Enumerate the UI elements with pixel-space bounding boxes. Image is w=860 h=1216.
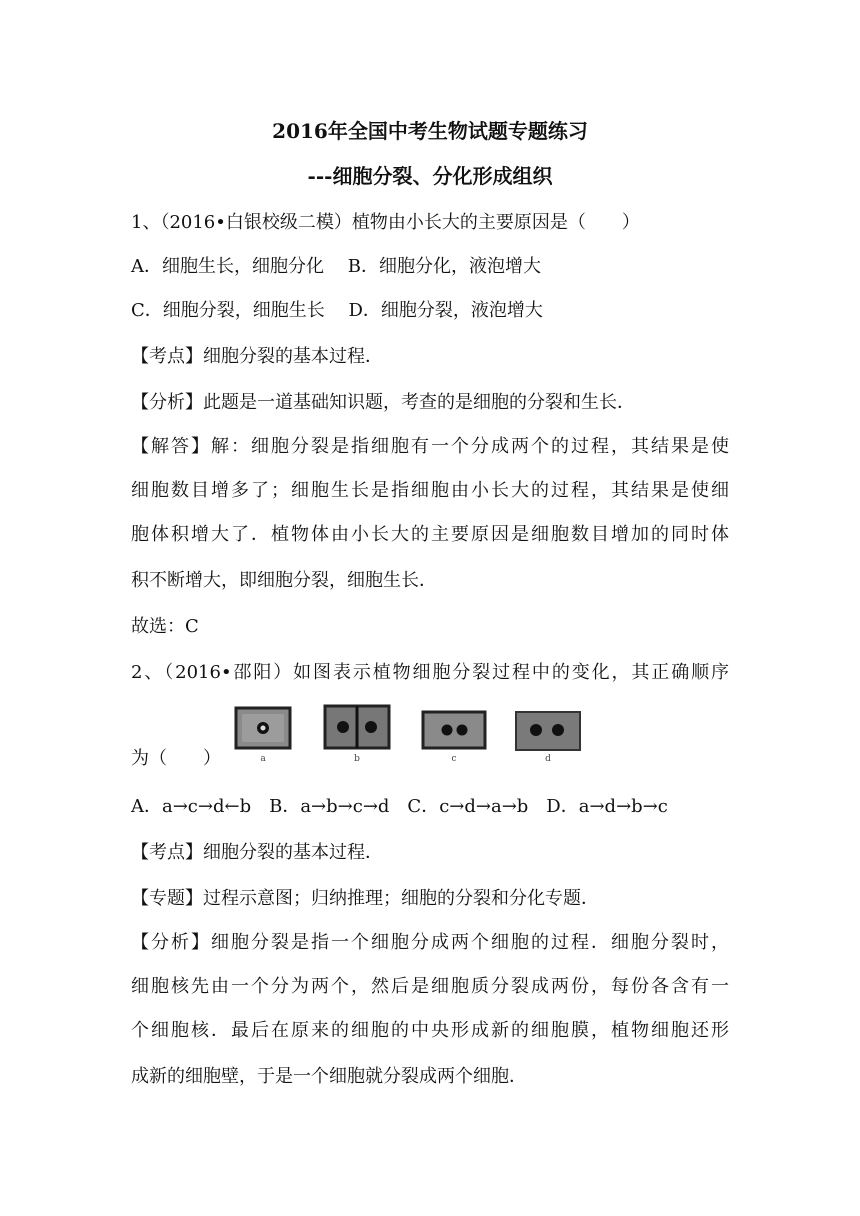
q2-fenxi-line: 细胞核先由一个分为两个，然后是细胞质分裂成两份，每份各含有一 [131, 976, 729, 997]
q1-options-ab: A．细胞生长，细胞分化 B．细胞分化，液泡增大 [131, 256, 541, 277]
cell-division-illustration [230, 702, 590, 764]
q2-options: A．a→c→d←b B．a→b→c→d C．c→d→a→b D．a→d→b→c [131, 796, 668, 817]
page-subtitle: ---细胞分裂、分化形成组织 [307, 164, 553, 188]
q2-kaodian: 【考点】细胞分裂的基本过程． [131, 842, 383, 863]
page-title: 2016年全国中考生物试题专题练习 [272, 119, 588, 143]
q2-zhuanti: 【专题】过程示意图；归纳推理；细胞的分裂和分化专题． [131, 888, 599, 909]
q1-jieda-line: 积不断增大，即细胞分裂，细胞生长． [131, 570, 437, 591]
figure-label-a: a [260, 754, 266, 764]
q1-kaodian: 【考点】细胞分裂的基本过程． [131, 346, 383, 367]
q1-options-cd: C．细胞分裂，细胞生长 D．细胞分裂，液泡增大 [131, 300, 543, 321]
q1-jieda-line: 细胞数目增多了；细胞生长是指细胞由小长大的过程，其结果是使细 [131, 480, 729, 501]
q2-fenxi-line: 成新的细胞壁，于是一个细胞就分裂成两个细胞． [131, 1066, 527, 1087]
q1-jieda-line: 胞体积增大了．植物体由小长大的主要原因是细胞数目增加的同时体 [131, 524, 729, 545]
q2-stem-end: 为（ ） [131, 748, 221, 769]
q2-fenxi-line: 【分析】细胞分裂是指一个细胞分成两个细胞的过程．细胞分裂时， [131, 932, 729, 953]
figure-label-b: b [354, 754, 360, 764]
q1-fenxi: 【分析】此题是一道基础知识题，考查的是细胞的分裂和生长． [131, 392, 635, 413]
q1-jieda-line: 【解答】解：细胞分裂是指细胞有一个分成两个的过程，其结果是使 [131, 436, 729, 457]
q2-stem: 2、（2016•邵阳）如图表示植物细胞分裂过程中的变化，其正确顺序 [131, 662, 730, 683]
cell-b [325, 706, 389, 748]
figure-label-c: c [451, 754, 457, 764]
cell-a [236, 708, 290, 748]
q1-answer: 故选：C [131, 616, 199, 637]
figure-label-d: d [545, 754, 551, 764]
cell-c [423, 712, 485, 748]
q1-stem: 1、（2016•白银校级二模）植物由小长大的主要原因是（ ） [131, 212, 640, 233]
cell-division-figure [230, 702, 590, 764]
q2-fenxi-line: 个细胞核．最后在原来的细胞的中央形成新的细胞膜，植物细胞还形 [131, 1020, 729, 1041]
cell-d [516, 712, 580, 750]
